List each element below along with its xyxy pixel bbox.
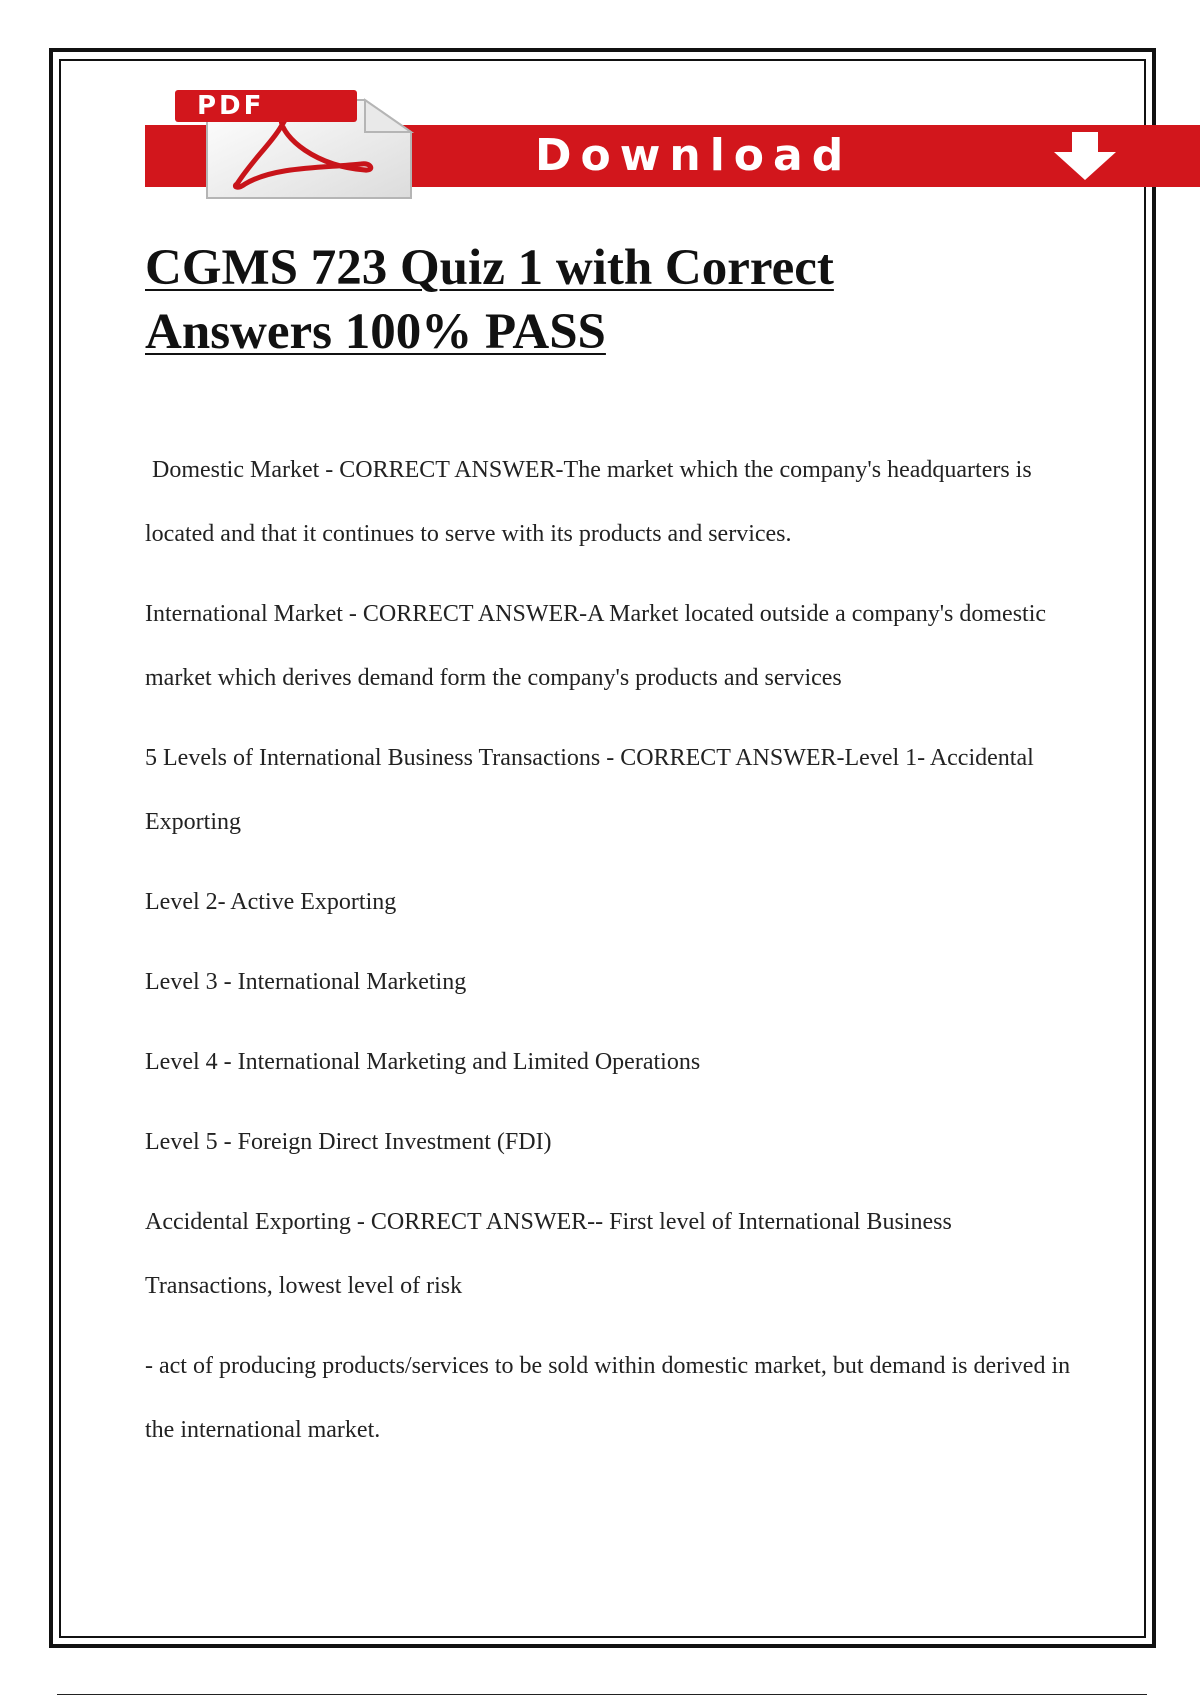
quiz-content: [145, 438, 1075, 1462]
download-banner[interactable]: [145, 80, 1200, 200]
download-arrow-icon[interactable]: [1050, 130, 1120, 182]
page-bottom-rule: [57, 1694, 1147, 1695]
level-3-item: Level 3 - International Marketing: [145, 969, 467, 995]
pdf-document-icon: [175, 86, 417, 200]
download-label[interactable]: Download: [535, 130, 853, 181]
title-line-1: CGMS 723 Quiz 1 with Correct: [145, 240, 834, 296]
answer-international-market: International Market - CORRECT ANSWER-A Market located outside a company's domestic market which derives demand form the company's products and services: [145, 601, 1047, 691]
document-title: [145, 236, 1145, 364]
answer-accidental-exporting: Accidental Exporting - CORRECT ANSWER-- First level of International Business Transactions, lowest level of risk: [145, 1209, 952, 1299]
title-line-2: Answers 100% PASS: [145, 304, 606, 360]
level-4-item: Level 4 - International Marketing and Limited Operations: [145, 1049, 701, 1075]
answer-domestic-market: Domestic Market - CORRECT ANSWER-The market which the company's headquarters is located and that it continues to serve with its products and services.: [145, 457, 1032, 547]
answer-five-levels: 5 Levels of International Business Transactions - CORRECT ANSWER-Level 1- Accidental Exporting: [145, 745, 1034, 835]
accidental-exporting-detail: - act of producing products/services to be sold within domestic market, but demand is derived in the international market.: [145, 1353, 1071, 1443]
pdf-tag-label: PDF: [175, 90, 357, 122]
level-2-item: Level 2- Active Exporting: [145, 889, 397, 915]
level-5-item: Level 5 - Foreign Direct Investment (FDI): [145, 1129, 552, 1155]
